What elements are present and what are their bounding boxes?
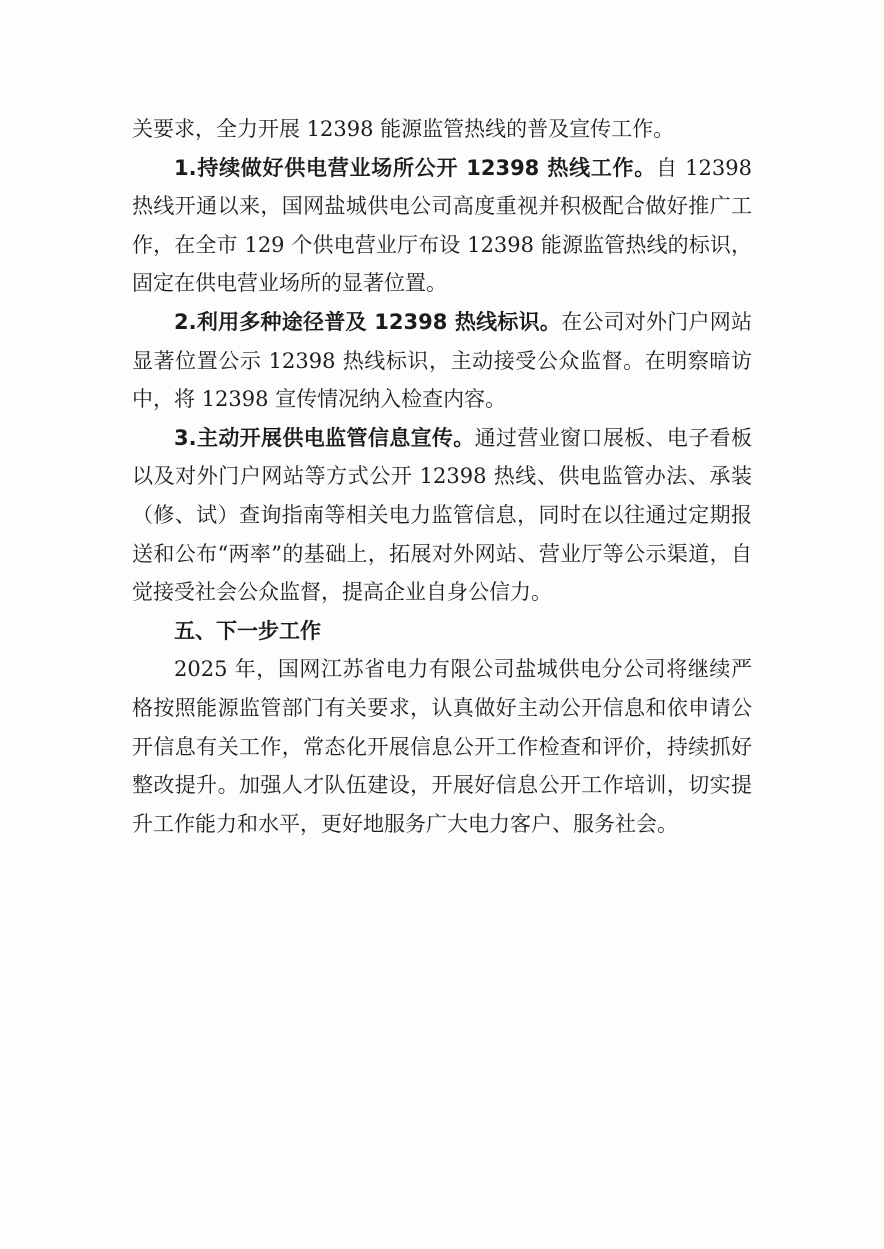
item-1-lead: 1.持续做好供电营业场所公开 12398 热线工作。 [174,155,657,180]
document-body [132,110,752,843]
section-5-heading: 五、下一步工作 [174,618,321,643]
paragraph-section-5: 2025 年，国网江苏省电力有限公司盐城供电分公司将继续严格按照能源监管部门有关要求，认真做好主动公开信息和依申请公开信息有关工作，常态化开展信息公开工作检查和评价，持续抓好整改提升。加强人才队伍建设，开展好信息公开工作培训，切实提升工作能力和水平，更好地服务广大电力客户、服务社会。 [132,657,752,836]
item-3-lead: 3.主动开展供电监管信息宣传。 [174,425,475,450]
paragraph-item-1 [132,149,752,303]
item-2-body: 在公司对外门户网站显著位置公示 12398 热线标识，主动接受公众监督。在明察暗访中，将 12398 宣传情况纳入检查内容。 [132,309,752,412]
paragraph-item-2 [132,303,752,419]
item-1-body: 自 12398 热线开通以来，国网盐城供电公司高度重视并积极配合做好推广工作，在全市 129 个供电营业厅布设 12398 能源监管热线的标识，固定在供电营业场所的显著位置。 [132,155,752,296]
item-3-body: 通过营业窗口展板、电子看板以及对外门户网站等方式公开 12398 热线、供电监管办法、承装（修、试）查询指南等相关电力监管信息，同时在以往通过定期报送和公布“两率”的基础上，拓展对外网站、营业厅等公示渠道，自觉接受社会公众监督，提高企业自身公信力。 [132,425,752,605]
paragraph-item-3 [132,419,752,612]
paragraph-intro-tail: 关要求，全力开展 12398 能源监管热线的普及宣传工作。 [132,117,675,141]
item-2-lead: 2.利用多种途径普及 12398 热线标识。 [174,309,562,334]
